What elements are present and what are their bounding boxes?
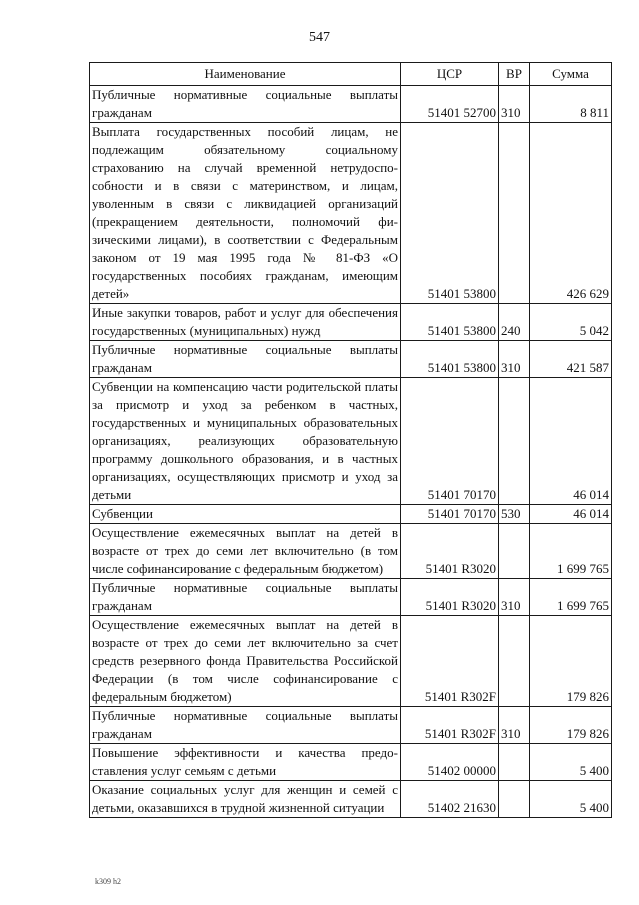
row-vr: [499, 123, 530, 304]
row-vr: [499, 616, 530, 707]
row-sum: 5 042: [530, 304, 612, 341]
row-vr: [499, 781, 530, 818]
table-row: [90, 86, 612, 123]
row-sum: 179 826: [530, 616, 612, 707]
table-row: [90, 707, 612, 744]
table-row: [90, 781, 612, 818]
row-sum: 179 826: [530, 707, 612, 744]
row-sum: 1 699 765: [530, 579, 612, 616]
row-name: Повышение эффективности и качества предоставления услуг семьям с детьми: [90, 744, 401, 781]
row-vr: [499, 378, 530, 505]
row-csr: 51401 R3020: [401, 579, 499, 616]
table-row: [90, 505, 612, 524]
row-sum: 5 400: [530, 744, 612, 781]
table-row: [90, 616, 612, 707]
row-vr: 310: [499, 707, 530, 744]
table-row: [90, 341, 612, 378]
header-name: Наименование: [90, 63, 401, 86]
row-sum: 8 811: [530, 86, 612, 123]
budget-table: [89, 62, 612, 818]
table-row: [90, 304, 612, 341]
header-csr: ЦСР: [401, 63, 499, 86]
row-name: Публичные нормативные социальные выплаты гражданам: [90, 707, 401, 744]
row-csr: 51402 00000: [401, 744, 499, 781]
row-name: Субвенции: [90, 505, 401, 524]
row-name: Публичные нормативные социальные выплаты гражданам: [90, 86, 401, 123]
row-csr: 51401 53800: [401, 123, 499, 304]
row-name: Публичные нормативные социальные выплаты гражданам: [90, 341, 401, 378]
row-csr: 51401 R302F: [401, 707, 499, 744]
row-csr: 51401 R302F: [401, 616, 499, 707]
table-header-row: [90, 63, 612, 86]
row-vr: 310: [499, 86, 530, 123]
row-name: Публичные нормативные социальные выплаты гражданам: [90, 579, 401, 616]
row-name: Оказание социальных услуг для женщин и семей с детьми, оказавшихся в трудной жизненной ситуации: [90, 781, 401, 818]
row-csr: 51401 53800: [401, 304, 499, 341]
row-vr: [499, 744, 530, 781]
row-sum: 1 699 765: [530, 524, 612, 579]
table-row: [90, 744, 612, 781]
row-name: Иные закупки товаров, работ и услуг для обеспечения государственных (муниципальных) нужд: [90, 304, 401, 341]
row-csr: 51401 53800: [401, 341, 499, 378]
row-sum: 46 014: [530, 378, 612, 505]
row-sum: 5 400: [530, 781, 612, 818]
row-name: Осуществление ежемесячных выплат на детей в возрасте от трех до семи лет включительно за счет средств резервного фонда Правительства Российской Федерации (в том числе софинансирование с федеральным бюджетом): [90, 616, 401, 707]
row-vr: 310: [499, 579, 530, 616]
row-vr: 530: [499, 505, 530, 524]
row-sum: 421 587: [530, 341, 612, 378]
row-name: Осуществление ежемесячных выплат на детей в возрасте от трех до семи лет включительно (в том числе софинансирование с федеральным бюджетом): [90, 524, 401, 579]
row-csr: 51401 70170: [401, 378, 499, 505]
row-vr: [499, 524, 530, 579]
header-vr: ВР: [499, 63, 530, 86]
table-row: [90, 378, 612, 505]
header-sum: Сумма: [530, 63, 612, 86]
table-row: [90, 524, 612, 579]
row-sum: 426 629: [530, 123, 612, 304]
table-row: [90, 579, 612, 616]
row-vr: 240: [499, 304, 530, 341]
row-name: Выплата государственных пособий лицам, не подлежащим обязательному социальному страхованию на случай временной нетрудоспособности и в связи с материнством, и лицам, уволенным в связи с ликвидацией организаций (прекращением деятельности, полномочий физическими лицами), в соответствии с Федеральным законом от 19 мая 1995 года № 81-ФЗ «О государственных пособиях гражданам, имеющим детей»: [90, 123, 401, 304]
page-number: 547: [309, 30, 330, 45]
table-row: [90, 123, 612, 304]
row-csr: 51402 21630: [401, 781, 499, 818]
row-csr: 51401 52700: [401, 86, 499, 123]
row-name: Субвенции на компенсацию части родительской платы за присмотр и уход за ребенком в частных, государственных и муниципальных образовательных организациях, реализующих образовательную программу дошкольного образования, и в частных организациях, осуществляющих присмотр и уход за детьми: [90, 378, 401, 505]
row-vr: 310: [499, 341, 530, 378]
footer-code: k309 h2: [95, 877, 121, 886]
row-sum: 46 014: [530, 505, 612, 524]
row-csr: 51401 R3020: [401, 524, 499, 579]
row-csr: 51401 70170: [401, 505, 499, 524]
